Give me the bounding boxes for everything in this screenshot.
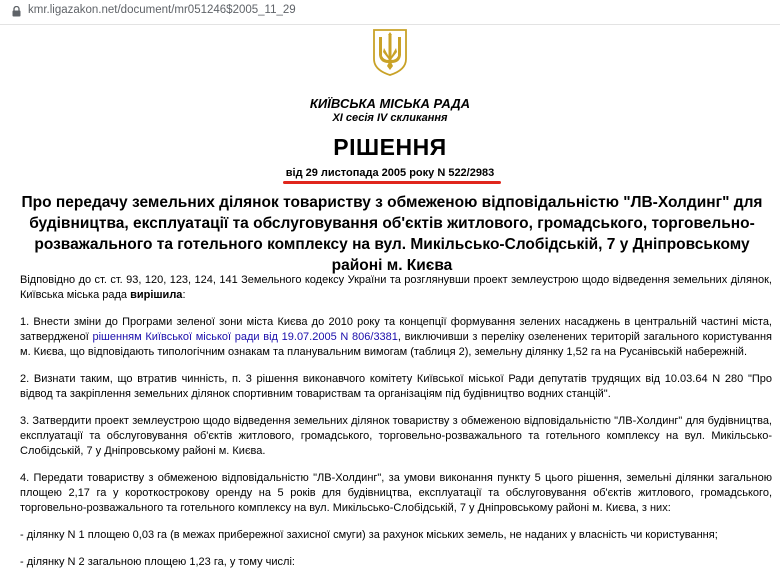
document-body xyxy=(20,273,772,582)
lock-icon xyxy=(11,6,22,17)
paragraph-1 xyxy=(20,315,772,360)
preamble-end: : xyxy=(182,289,186,301)
session-line: XI сесія IV скликання xyxy=(332,112,448,124)
paragraph-3: 3. Затвердити проект землеустрою щодо відведення земельних ділянок товариству з обмеженою відповідальністю "ЛВ-Холдинг" для будівництва, експлуатації та обслуговування об'єктів житлового, громадського, торговельно-розважального та готельного комплексу на вул. Микільсько-Слобідській, 7 у Дніпровському районі м. Києва. xyxy=(20,415,772,457)
preamble-paragraph xyxy=(20,273,772,303)
document-title: РІШЕННЯ xyxy=(333,134,447,160)
date-line: від 29 листопада 2005 року N 522/2983 xyxy=(285,167,495,179)
trident-emblem xyxy=(371,28,409,76)
decision-link[interactable]: рішенням Київської міської ради від 19.07.2005 N 806/3381 xyxy=(92,331,398,343)
paragraph-2: 2. Визнати таким, що втратив чинність, п. 3 рішення виконавчого комітету Київської міської Ради депутатів трудящих від 10.03.64 N 280 "Про відвод та закріплення земельних ділянок спортивним товариствам та організаціям під будівництво водних станцій". xyxy=(20,373,772,400)
url-text[interactable]: kmr.ligazakon.net/document/mr051246$2005_11_29 xyxy=(28,4,296,16)
council-name: КИЇВСЬКА МІСЬКА РАДА xyxy=(309,96,471,111)
red-underline-annotation xyxy=(283,181,501,184)
address-bar[interactable] xyxy=(0,0,780,25)
paragraph-5: - ділянку N 1 площею 0,03 га (в межах прибережної захисної смуги) за рахунок міських земель, не наданих у власність чи користування; xyxy=(20,529,718,541)
p1-text-b: , виключивши з переліку озеленених територій загального користування м. Києва, що відповідають типологічним ознакам та планувальним вимогам (таблиця 2), земельну ділянку 1,52 га на Русанівській набережній. xyxy=(20,331,772,358)
preamble-text: Відповідно до ст. ст. 93, 120, 123, 124, 141 Земельного кодексу України та розглянувши проект землеустрою щодо відведення земельних ділянок, Київська міська рада xyxy=(20,274,772,301)
preamble-bold: вирішила xyxy=(130,289,183,301)
document-heading: Про передачу земельних ділянок товариству з обмеженою відповідальністю "ЛВ-Холдинг" для будівництва, експлуатації та обслуговування об'єктів житлового, громадського, торговельно-розважального та готельного комплексу на вул. Микільсько-Слобідській, 7 у Дніпровському районі м. Києва xyxy=(21,194,763,274)
paragraph-6: - ділянку N 2 загальною площею 1,23 га, у тому числі: xyxy=(20,556,295,568)
p1-text-a: 1. Внести зміни до Програми зеленої зони міста Києва до 2010 року та концепції формування зелених насаджень в центральній частині міста, затвердженої xyxy=(20,316,772,343)
paragraph-4: 4. Передати товариству з обмеженою відповідальністю "ЛВ-Холдинг", за умови виконання пункту 5 цього рішення, земельні ділянки загальною площею 2,17 га у короткострокову оренду на 5 років для будівництва, експлуатації та обслуговування об'єктів житлового, громадського, торговельно-розважального та готельного комплексу на вул. Микільсько-Слобідській, 7 у Дніпровському районі м. Києва, з них: xyxy=(20,472,772,514)
